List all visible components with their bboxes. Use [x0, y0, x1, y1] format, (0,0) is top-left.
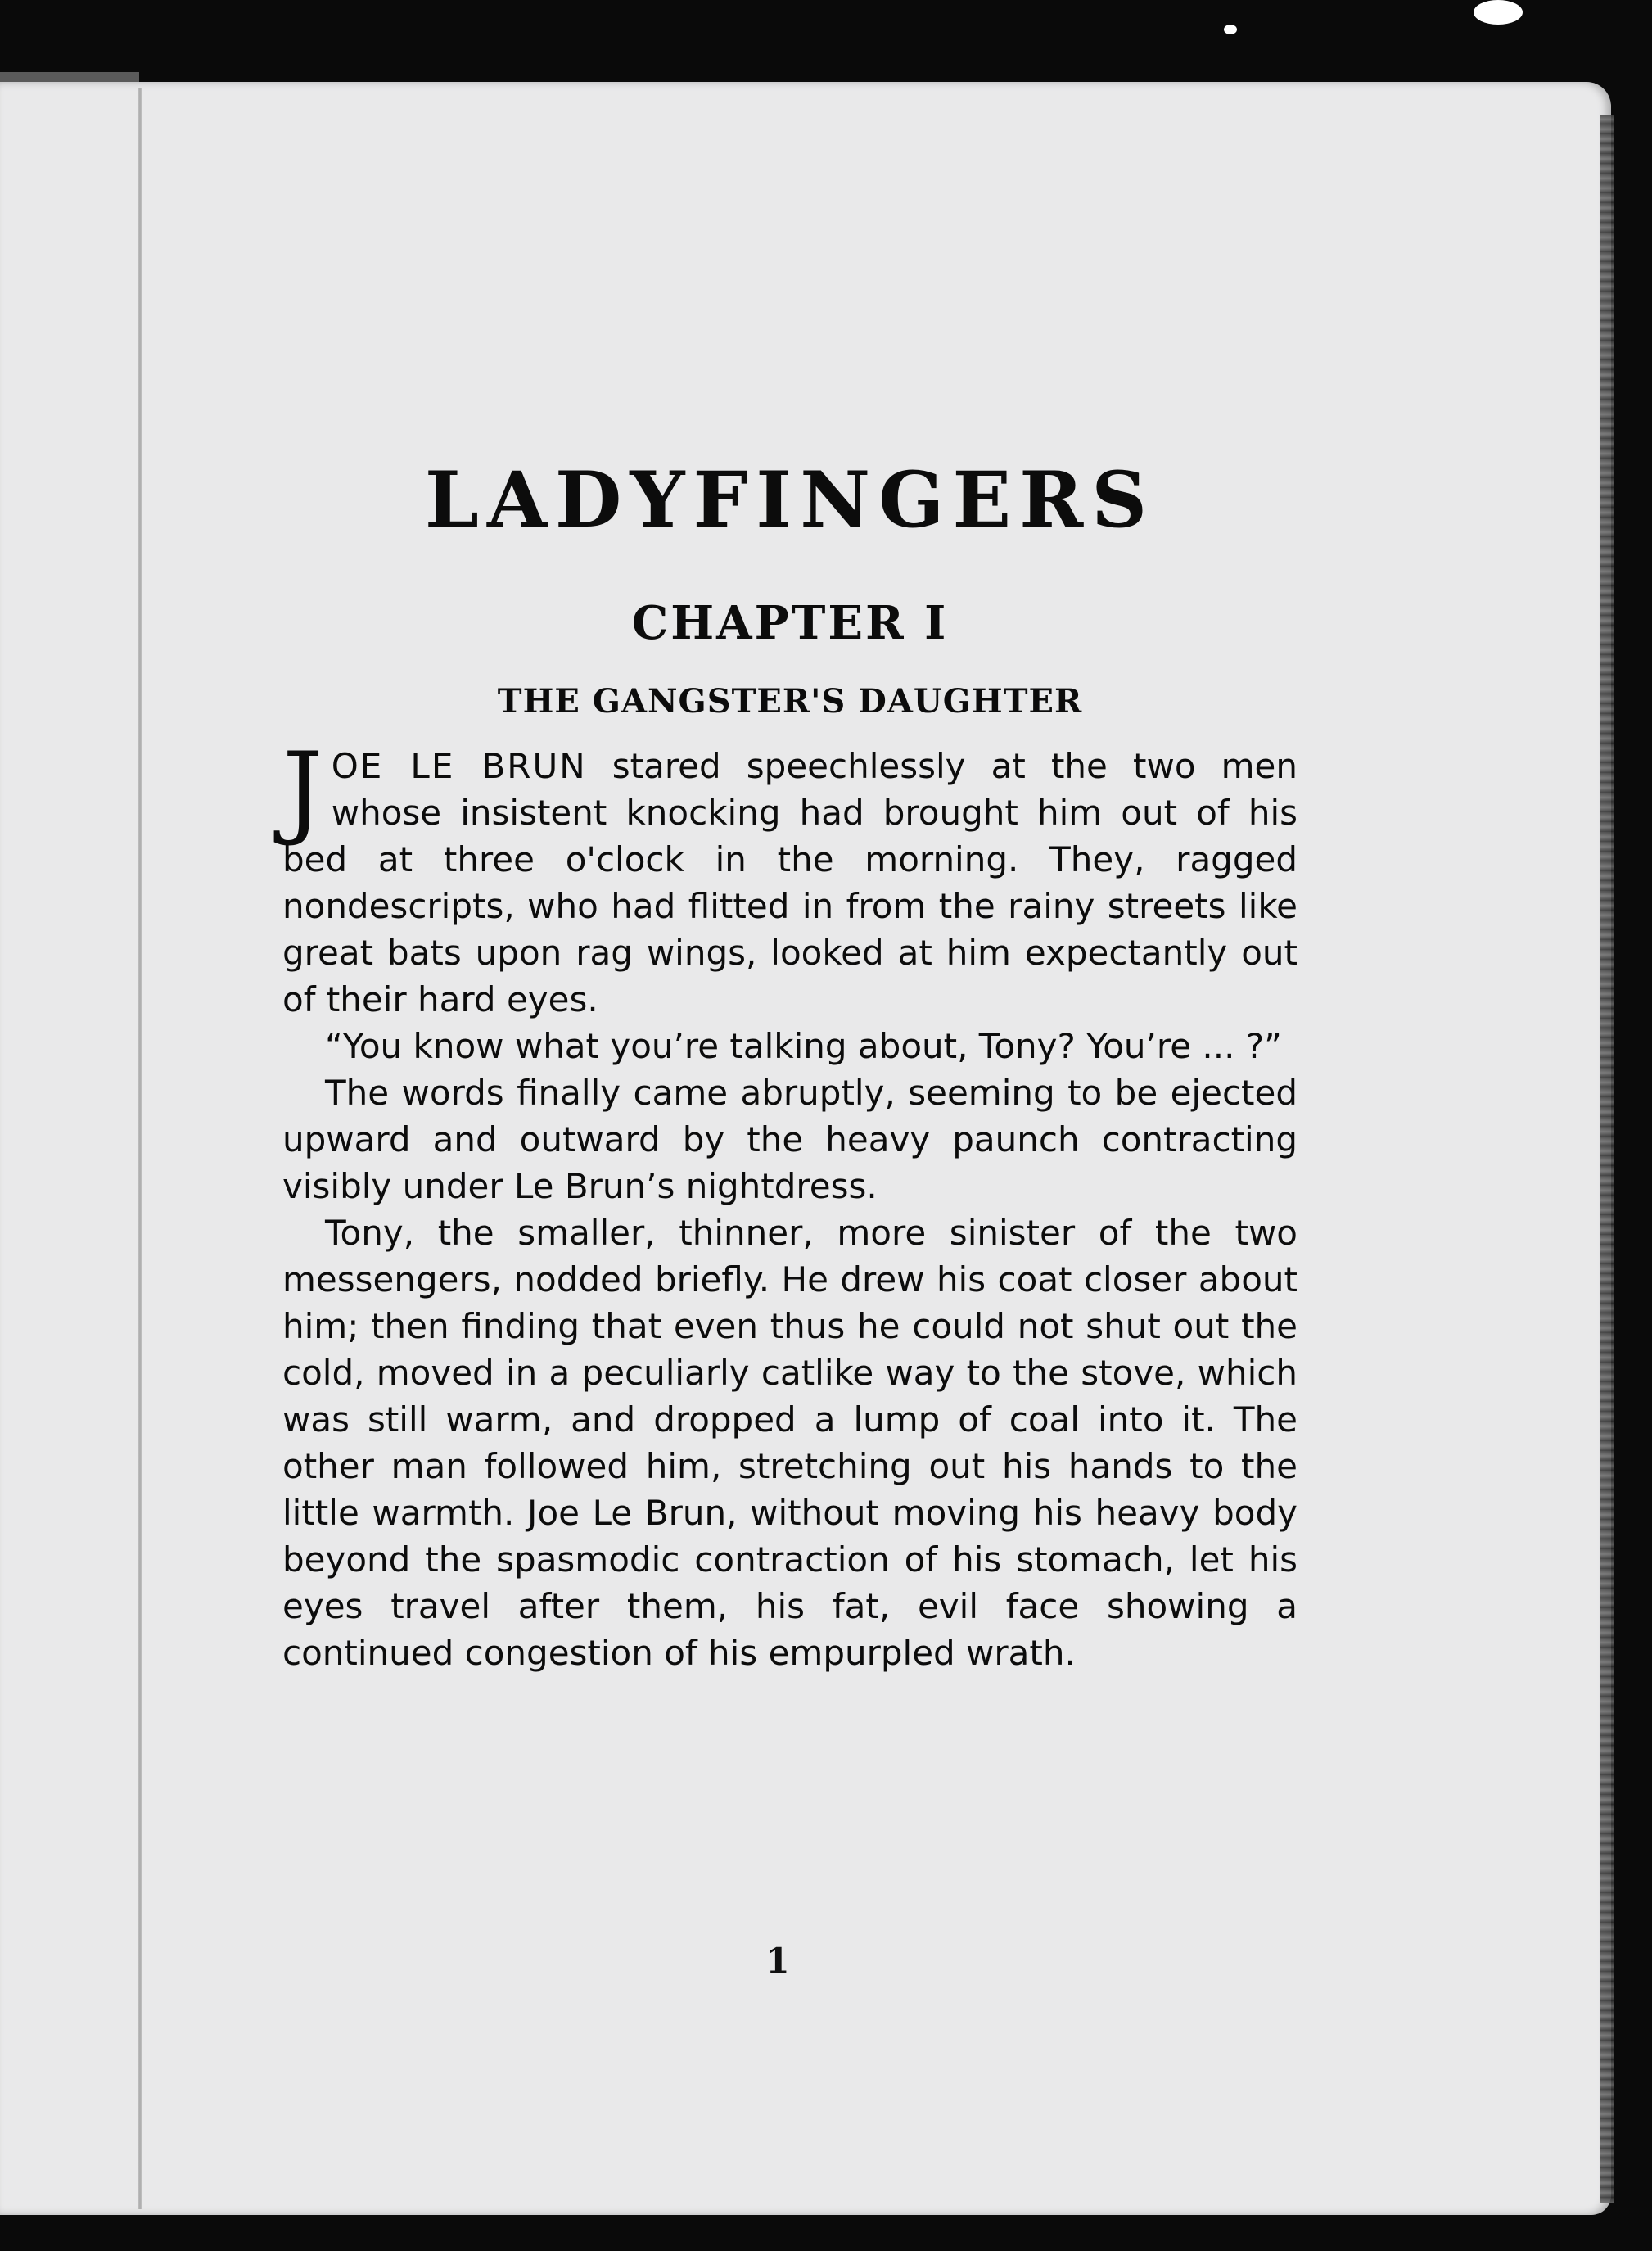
- binding-gutter: [138, 88, 142, 2209]
- page-text: [282, 455, 1298, 1676]
- book-title: LADYFINGERS: [424, 455, 1156, 545]
- chapter-subtitle: THE GANGSTER'S DAUGHTER: [497, 681, 1083, 721]
- paragraph-2: “You know what you’re talking about, Tony? You’re ... ?”: [325, 1025, 1282, 1066]
- dust-speck: [1224, 25, 1237, 34]
- paragraph-4: Tony, the smaller, thinner, more sinister of the two messengers, nodded briefly. He drew his coat closer about him; then finding that even thus he could not shut out the cold, moved in a peculiarly catlike way to the stove, which was still warm, and dropped a lump of coal into it. The other man followed him, stretching out his hands to the little warmth. Joe Le Brun, without moving his heavy body beyond the spasmodic contraction of his stomach, let his eyes travel after them, his fat, evil face showing a continued congestion of his empurpled wrath.: [282, 1212, 1298, 1673]
- paragraph-3: The words finally came abruptly, seeming to be ejected upward and outward by the heavy paunch contracting visibly under Le Brun’s nightdress.: [282, 1072, 1298, 1206]
- page-edge-shadow: [1600, 115, 1614, 2203]
- drop-cap: J: [282, 730, 323, 849]
- lead-words: OE LE BRUN: [331, 745, 587, 786]
- dust-speck: [1474, 0, 1523, 25]
- opening-text: stared speechlessly at the two men whose insistent knocking had brought him out of his bed at three o'clock in the morning. They, ragged nondescripts, who had flitted in from the rainy streets like great bats upon rag wings, looked at him expectantly out of their hard eyes.: [282, 745, 1298, 1019]
- page-number: 1: [765, 1941, 790, 1981]
- opening-paragraph: [282, 730, 1298, 1023]
- chapter-heading: CHAPTER I: [631, 596, 949, 651]
